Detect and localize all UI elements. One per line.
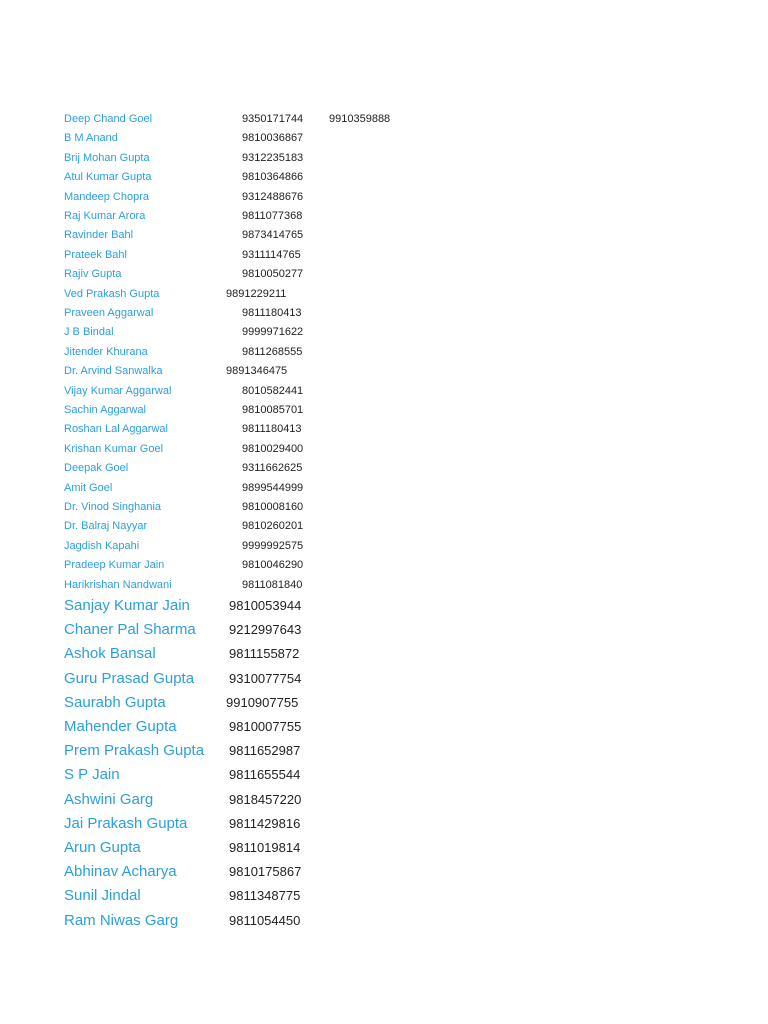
- contact-phone: 9810260201: [242, 520, 304, 533]
- contact-phone: 9811180413: [242, 307, 302, 319]
- contact-phone: 9891346475: [226, 365, 288, 378]
- contact-phone: 9811652987: [229, 743, 301, 759]
- contact-phone: 9810364866: [242, 171, 304, 184]
- contact-phone: 9811429816: [229, 815, 301, 831]
- contact-name: Praveen Aggarwal: [64, 307, 154, 319]
- contact-name: Deep Chand Goel: [64, 113, 153, 125]
- contact-name: S P Jain: [64, 766, 120, 784]
- contact-name: Chaner Pal Sharma: [64, 621, 196, 639]
- contact-phone: 9811054450: [229, 912, 301, 928]
- contact-name: B M Anand: [64, 132, 118, 145]
- contact-name: Jagdish Kapahi: [64, 539, 140, 552]
- contact-phone: 9810050277: [242, 268, 304, 281]
- contact-name: Vijay Kumar Aggarwal: [64, 384, 172, 397]
- contact-phone: 9811019814: [229, 840, 301, 855]
- contact-name: Prem Prakash Gupta: [64, 742, 205, 760]
- contact-phone: 9811081840: [242, 578, 303, 591]
- contact-name: Prateek Bahl: [64, 248, 127, 261]
- contact-phone: 9999992575: [242, 539, 304, 552]
- contact-phone: 9212997643: [229, 622, 302, 638]
- contact-name: Pradeep Kumar Jain: [64, 559, 165, 572]
- contact-name: Mahender Gupta: [64, 718, 177, 735]
- contact-name: Roshan Lal Aggarwal: [64, 423, 168, 436]
- contact-name: Rajiv Gupta: [64, 268, 122, 281]
- contact-phone: 9818457220: [229, 791, 302, 807]
- contact-name: Dr. Arvind Sanwalka: [64, 365, 163, 378]
- contact-name: Sanjay Kumar Jain: [64, 597, 190, 614]
- contact-name: Harikrishan Nandwani: [64, 578, 172, 591]
- contact-name: Sachin Aggarwal: [64, 404, 146, 416]
- contact-name: Krishan Kumar Goel: [64, 442, 164, 455]
- contact-name: Ved Prakash Gupta: [64, 287, 160, 300]
- contact-phone: 9810029400: [242, 442, 304, 455]
- contact-name: Ravinder Bahl: [64, 229, 134, 242]
- contact-name: Raj Kumar Arora: [64, 210, 146, 222]
- contact-name: J B Bindal: [64, 326, 114, 339]
- contact-phone: 9810053944: [229, 598, 302, 613]
- contact-name: Saurabh Gupta: [64, 693, 166, 711]
- contact-phone: 9810008160: [242, 501, 304, 513]
- contact-phone: 8010582441: [242, 384, 304, 397]
- contact-phone: 9311114765: [242, 248, 301, 261]
- contact-phone: 9311662625: [242, 462, 303, 475]
- contact-phone: 9811348775: [229, 888, 301, 904]
- contact-phone: 9350171744: [242, 113, 304, 125]
- contact-phone: 9810036867: [242, 132, 304, 145]
- contact-phone: 9910907755: [226, 694, 299, 710]
- contact-name: Atul Kumar Gupta: [64, 171, 152, 184]
- contact-phone: 9891229211: [226, 287, 287, 300]
- contact-name: Ashwini Garg: [64, 790, 154, 808]
- contact-phone-secondary: 9910359888: [329, 113, 391, 125]
- contact-phone: 9999971622: [242, 326, 304, 339]
- contact-name: Guru Prasad Gupta: [64, 669, 195, 687]
- contact-phone: 9811155872: [229, 646, 300, 662]
- contact-phone: 9811268555: [242, 345, 303, 358]
- contact-name: Mandeep Chopra: [64, 190, 150, 203]
- contact-name: Sunil Jindal: [64, 887, 141, 905]
- contact-phone: 9873414765: [242, 229, 304, 242]
- contact-phone: 9310077754: [229, 670, 302, 686]
- contact-name: Deepak Goel: [64, 462, 129, 475]
- contact-name: Jitender Khurana: [64, 345, 148, 358]
- contact-phone: 9810046290: [242, 559, 304, 572]
- contact-name: Ashok Bansal: [64, 645, 156, 663]
- contact-phone: 9811655544: [229, 767, 301, 783]
- contact-name: Dr. Vinod Singhania: [64, 501, 162, 513]
- contact-name: Amit Goel: [64, 481, 113, 494]
- contact-name: Jai Prakash Gupta: [64, 814, 188, 832]
- contact-phone: 9810007755: [229, 719, 302, 734]
- contact-phone: 9312488676: [242, 190, 304, 203]
- contact-name: Abhinav Acharya: [64, 863, 177, 881]
- contact-phone: 9810175867: [229, 864, 302, 880]
- contact-name: Arun Gupta: [64, 839, 141, 856]
- contact-phone: 9312235183: [242, 151, 304, 164]
- contact-phone: 9810085701: [242, 404, 304, 416]
- contact-phone: 9811077368: [242, 210, 303, 222]
- contact-name: Ram Niwas Garg: [64, 911, 179, 929]
- contact-phone: 9811180413: [242, 423, 302, 436]
- contact-name: Brij Mohan Gupta: [64, 151, 150, 164]
- contact-name: Dr. Balraj Nayyar: [64, 520, 148, 533]
- contact-phone: 9899544999: [242, 481, 304, 494]
